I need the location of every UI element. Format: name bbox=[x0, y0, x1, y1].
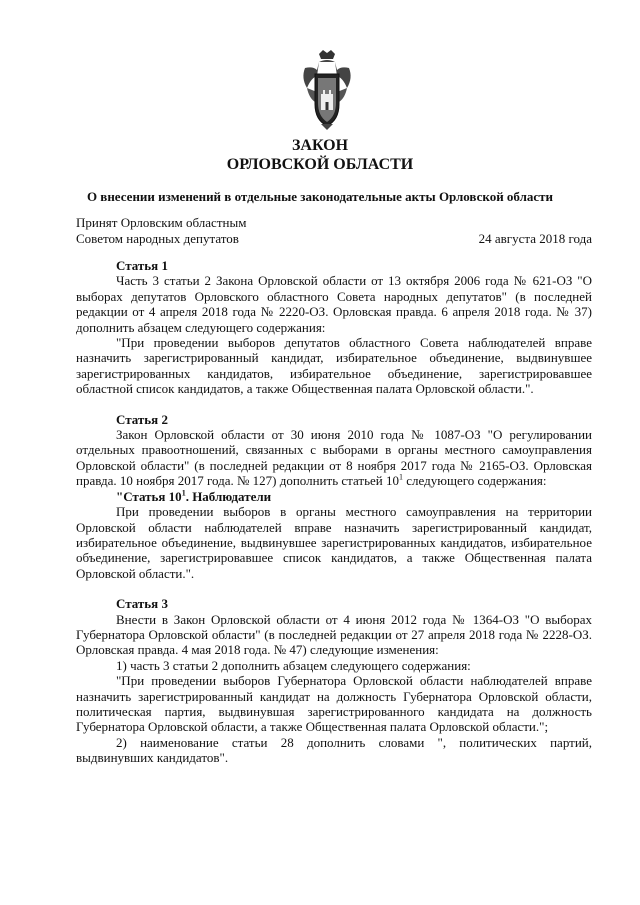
article-3-paragraph-3: "При проведении выборов Губернатора Орловской области наблюдателей вправе назначить зарегистрированный кандидат на должность Губернатора Орловской области, политическая партия, выдвинувшая зарегистрированного кандидата на должность Губернатора Орловской области, а также Общественная палата Орловской области."; bbox=[76, 673, 592, 735]
document-body bbox=[76, 258, 592, 766]
article-3-paragraph-4: 2) наименование статьи 28 дополнить словами ", политических партий, выдвинувших кандидатов". bbox=[76, 734, 592, 766]
adopted-line-1: Принят Орловским областным bbox=[76, 215, 247, 230]
article-3-paragraph-2: 1) часть 3 статьи 2 дополнить абзацем следующего содержания: bbox=[116, 657, 471, 673]
article-1-paragraph-2: "При проведении выборов депутатов областного Совета наблюдателей вправе назначить зарегистрированный кандидат, избирательное объединение, выдвинувшее зарегистрированных кандидатов, избирательное объединение, зарегистрировавшее областной список кандидатов, а также Общественная палата Орловской области.". bbox=[76, 335, 592, 397]
adoption-date: 24 августа 2018 года bbox=[478, 231, 592, 246]
article-2-paragraph-2: При проведении выборов в органы местного самоуправления на территории Орловской области наблюдателей вправе назначить зарегистрированный кандидат, избирательное объединение, выдвинувшее зарегистрированных кандидатов, избирательное объединение, зарегистрировавшее список кандидатов, а также Общественная палата Орловской области.". bbox=[76, 504, 592, 581]
document-subtitle: О внесении изменений в отдельные законодательные акты Орловской области bbox=[86, 189, 554, 204]
article-1-heading: Статья 1 bbox=[116, 258, 168, 273]
adopted-line-2: Советом народных депутатов bbox=[76, 231, 239, 246]
article-2-paragraph-1: Закон Орловской области от 30 июня 2010 года № 1087-ОЗ "О регулировании отдельных правоотношений, связанных с выборами в органы местного самоуправления Орловской области" (в последней редакции от 8 ноября 2017 года № 2165-ОЗ. Орловская правда. 10 ноября 2017 года. № 127) дополнить статьей $10^1$ следующего содержания: bbox=[76, 427, 592, 489]
article-3-paragraph-1: Внести в Закон Орловской области от 4 июня 2012 года № 1364-ОЗ "О выборах Губернатора Орловской области" (в последней редакции от 27 апреля 2018 года № 2228-ОЗ. Орловская правда. 4 мая 2018 года. № 47) следующие изменения: bbox=[76, 611, 592, 658]
document-title-region: ОРЛОВСКОЙ ОБЛАСТИ bbox=[226, 156, 414, 173]
article-3-heading: Статья 3 bbox=[116, 596, 168, 612]
article-2-heading: Статья 2 bbox=[116, 411, 168, 427]
coat-of-arms-emblem bbox=[297, 48, 357, 132]
adopted-by-block bbox=[76, 215, 246, 247]
article-2-new-article-title: "Статья $10^1$. Наблюдатели bbox=[116, 488, 272, 504]
article-1-paragraph-1: Часть 3 статьи 2 Закона Орловской области от 13 октября 2006 года № 621-ОЗ "О выборах депутатов Орловского областного Совета народных депутатов" (в последней редакции от 4 апреля 2018 года № 2220-ОЗ. Орловская правда. 6 апреля 2018 года. № 37) дополнить абзацем следующего содержания: bbox=[76, 273, 592, 335]
document-title-law: ЗАКОН bbox=[291, 137, 349, 154]
